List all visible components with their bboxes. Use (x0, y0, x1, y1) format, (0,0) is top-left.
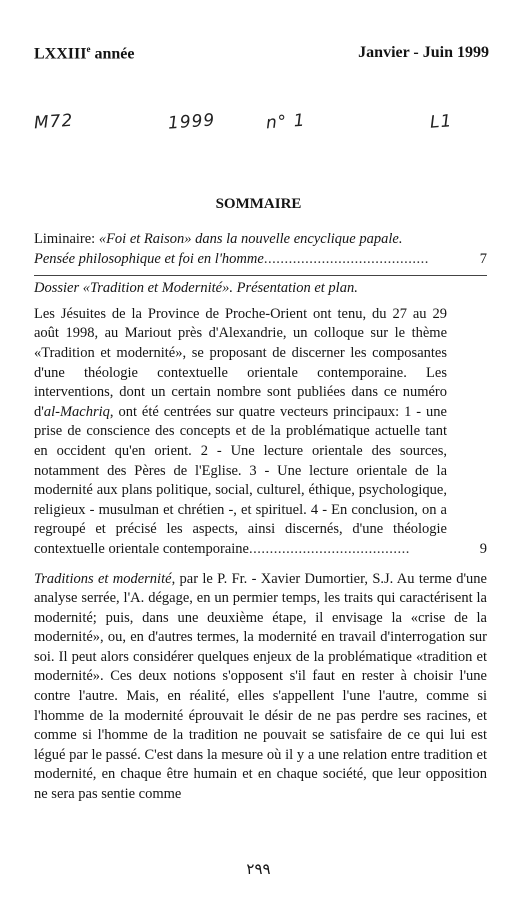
handwritten-note-b: 1999 (167, 110, 216, 134)
volume-word: année (90, 45, 135, 63)
dossier-heading (34, 279, 487, 299)
liminaire-title-line-2: Pensée philosophique et foi en l'homme (34, 250, 264, 267)
divider (34, 275, 487, 276)
handwritten-note-d: L1 (429, 111, 453, 133)
liminaire-title-line-1: «Foi et Raison» dans la nouvelle encyclique papale. (98, 231, 403, 247)
page-number: 7 (479, 250, 487, 267)
contents-body (34, 230, 487, 811)
article-title: Traditions et modernité (34, 570, 172, 587)
article-summary: , par le P. Fr. - Xavier Dumortier, S.J. Au terme d'une analyse serrée, l'A. dégage, en un permier temps, les traits qui caractérisent la modernité; puis, dans une deuxième étape, il envisage la «crise de la modernité», ou, en d'autres termes, la modernité en travail d'interrogation sur soi. Il peut alors considérer quelques enjeux de la problématique «tradition et modernité». Ces deux notions s'opposent s'il faut en rester à choisir l'une contre l'autre. Mais, en réalité, elles s'appellent l'une l'autre, comme si l'homme de la modernité éprouvait le désir de ne pas perdre ses racines, et comme si l'homme de la tradition ne pouvait se satisfaire de ce qui lui est légué par le passé. C'est dans la mesure où il y a une relation entre tradition et modernité, en chaque être humain et en chaque société, que leur opposition ne sera pas sentie comme (34, 570, 487, 803)
page-folio: ٢٩٩ (246, 862, 271, 878)
volume-superscript: e (86, 44, 91, 54)
toc-entry-dossier (34, 305, 487, 560)
leader-dots: ........................................ (263, 250, 429, 267)
journal-name: al-Machriq (43, 403, 110, 420)
page-number: 9 (479, 540, 487, 557)
leader-dots: ....................................... (249, 540, 410, 557)
dossier-title: Dossier «Tradition et Modernité». Présentation et plan. (34, 280, 358, 297)
page-title: SOMMAIRE (215, 196, 302, 212)
dossier-text-2: , ont été centrées sur quatre vecteurs principaux: 1 - une prise de conscience des concepts et de la problématique actuelle tant en occident qu'en orient. 2 - Une lecture orientale des sources, notamment des Pères de l'Eglise. 3 - Une lecture orientale de la modernité aux plans politique, social, culturel, éthique, psychologique, religieux - musulman et chrétien -, et spirituel. 4 - En conclusion, on a regroupé et précisé les aspects, ainsi discernés, d'une théologie contextuelle orientale contemporaine (34, 403, 447, 557)
toc-entry-liminaire (34, 230, 487, 269)
toc-entry-traditions (34, 570, 487, 805)
dossier-text-1: Les Jésuites de la Province de Proche-Orient ont tenu, du 27 au 29 août 1998, au Mariout près d'Alexandrie, un colloque sur le thème «Tradition et modernité», se proposant de discerner les composantes d'une théologie contextuelle orientale contemporaine. Les interventions, dont un certain nombre sont publiées dans ce numéro d' (34, 305, 447, 420)
handwritten-note-c: n° 1 (265, 110, 307, 134)
volume-header (34, 44, 134, 63)
handwritten-note-a: M72 (33, 110, 74, 134)
issue-date-header: Janvier - Juin 1999 (358, 44, 489, 61)
volume-roman: LXXIII (34, 45, 87, 63)
liminaire-lead: Liminaire: (34, 231, 99, 247)
